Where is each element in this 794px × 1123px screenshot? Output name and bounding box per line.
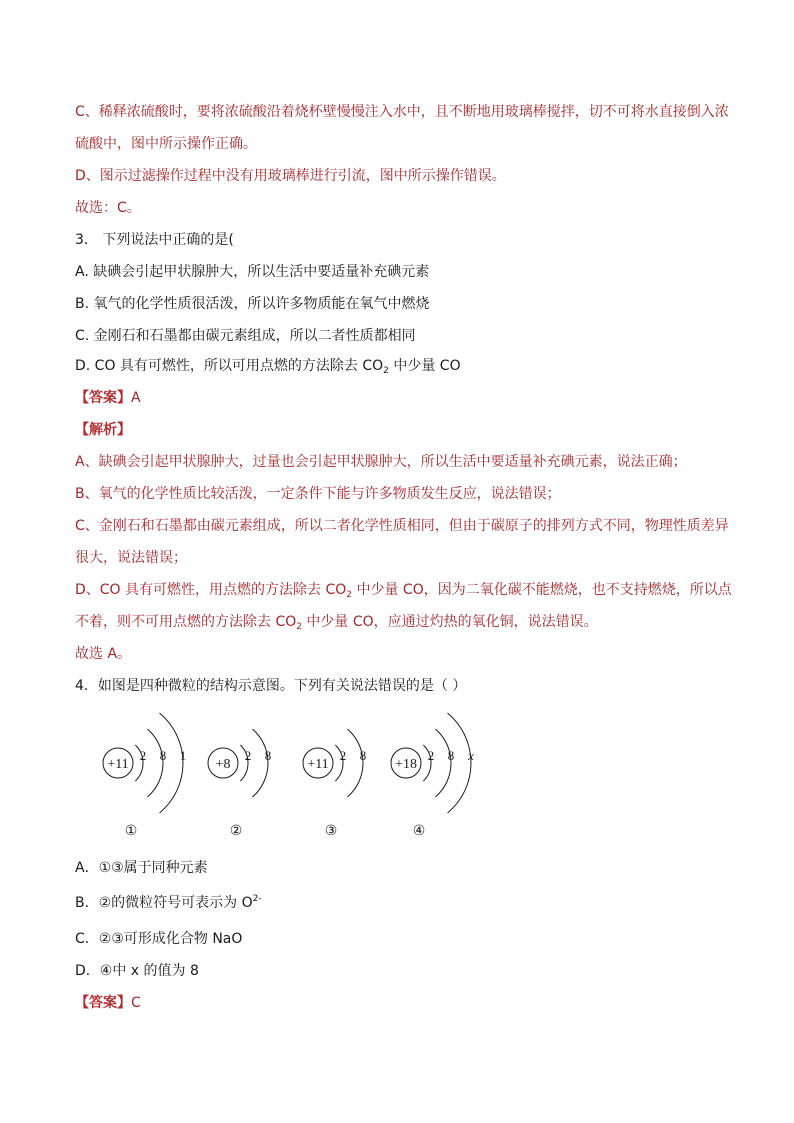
q3-analysis-d1-text: D、CO 具有可燃性，用点燃的方法除去 CO [75, 582, 347, 598]
q3-analysis-a: A、缺碘会引起甲状腺肿大，过量也会引起甲状腺肿大，所以生活中要适量补充碘元素，说法正确； [75, 454, 687, 470]
electron-count-4-1: 2 [427, 748, 435, 763]
q3-analysis-d1-rest: 中少量 CO，因为二氧化碳不能燃烧，也不支持燃烧，所以点 [352, 582, 732, 598]
electron-count-3-1: 2 [339, 748, 347, 763]
q3-analysis-d2-text: 不着，则不可用点燃的方法除去 CO [75, 614, 297, 630]
q3-analysis-c-1: C、金刚石和石墨都由碳元素组成，所以二者化学性质相同，但由于碳原子的排列方式不同，物理性质差异 [75, 518, 729, 534]
q3-analysis-d1-sub: 2 [346, 590, 353, 600]
q4-option-b [75, 893, 262, 913]
q3-answer [75, 388, 141, 408]
q3-analysis-c-2: 很大，说法错误； [75, 550, 187, 566]
electron-count-2-2: 8 [264, 748, 272, 763]
particle-label-2: ② [229, 824, 243, 839]
nucleus-charge-3: +11 [307, 757, 329, 772]
q3-analysis-b: B、氧气的化学性质比较活泼，一定条件下能与许多物质发生反应，说法错误； [75, 486, 561, 502]
particle-label-1: ① [124, 824, 138, 839]
q4-answer-value: C [131, 995, 141, 1011]
q4-stem: 4．如图是四种微粒的结构示意图。下列有关说法错误的是（ ） [75, 678, 467, 694]
electron-count-1-1: 2 [139, 748, 147, 763]
particle-label-4: ④ [412, 824, 426, 839]
q3-conclusion: 故选 A。 [75, 646, 132, 662]
q3-option-b: B. 氧气的化学性质很活泼，所以许多物质能在氧气中燃烧 [75, 296, 430, 312]
q4-answer-label: 【答案】 [75, 995, 131, 1011]
electron-shell-arc-4-2 [435, 729, 451, 797]
q3-analysis-heading [75, 420, 131, 440]
electron-shell-arc-1-2 [147, 729, 163, 797]
q4-option-a: A．①③属于同种元素 [75, 860, 208, 876]
particle-label-3: ③ [324, 824, 338, 839]
nucleus-charge-2: +8 [215, 757, 231, 772]
explanation-d-line: D、图示过滤操作过程中没有用玻璃棒进行引流，图中所示操作错误。 [75, 168, 506, 184]
electron-count-4-2: 8 [447, 748, 455, 763]
explanation-conclusion: 故选：C。 [75, 200, 141, 216]
q3-stem: 3． 下列说法中正确的是( [75, 232, 234, 248]
q3-option-d-text: D. CO 具有可燃性，所以可用点燃的方法除去 CO [75, 358, 384, 374]
q3-option-d [75, 356, 461, 376]
q3-analysis-d-1 [75, 580, 732, 600]
q3-answer-label: 【答案】 [75, 390, 131, 406]
q4-option-b-text: B．②的微粒符号可表示为 O [75, 895, 253, 911]
q3-option-a: A. 缺碘会引起甲状腺肿大，所以生活中要适量补充碘元素 [75, 264, 430, 280]
q4-option-d: D．④中 x 的值为 8 [75, 963, 199, 979]
electron-count-1-2: 8 [159, 748, 167, 763]
nucleus-charge-4: +18 [395, 757, 417, 772]
explanation-c-line-2: 硫酸中，图中所示操作正确。 [75, 136, 257, 152]
q3-option-d-rest: 中少量 CO [388, 358, 461, 374]
electron-shell-arc-3-2 [347, 729, 363, 797]
electron-count-1-3: 1 [179, 748, 187, 763]
q4-option-c: C．②③可形成化合物 NaO [75, 931, 243, 947]
electron-count-4-3: x [468, 748, 474, 763]
explanation-c-line-1: C、稀释浓硫酸时，要将浓硫酸沿着烧杯壁慢慢注入水中，且不断地用玻璃棒搅拌，切不可将水直接倒入浓 [75, 104, 729, 120]
q3-analysis-d-2 [75, 612, 598, 632]
q3-option-d-sub: 2 [383, 366, 389, 376]
electron-count-2-1: 2 [244, 748, 252, 763]
q3-analysis-d2-sub: 2 [296, 622, 302, 632]
q3-option-c: C. 金刚石和石墨都由碳元素组成，所以二者性质都相同 [75, 328, 416, 344]
electron-shell-arc-2-2 [252, 729, 268, 797]
atomic-structure-diagram [90, 708, 490, 848]
q4-answer [75, 993, 141, 1013]
q3-answer-value: A [131, 390, 141, 406]
nucleus-charge-1: +11 [107, 757, 129, 772]
q4-option-b-sup: 2- [252, 894, 262, 904]
q3-analysis-d2-rest: 中少量 CO，应通过灼热的氧化铜，说法错误。 [301, 614, 598, 630]
q3-analysis-label: 【解析】 [75, 422, 131, 438]
electron-count-3-2: 8 [359, 748, 367, 763]
